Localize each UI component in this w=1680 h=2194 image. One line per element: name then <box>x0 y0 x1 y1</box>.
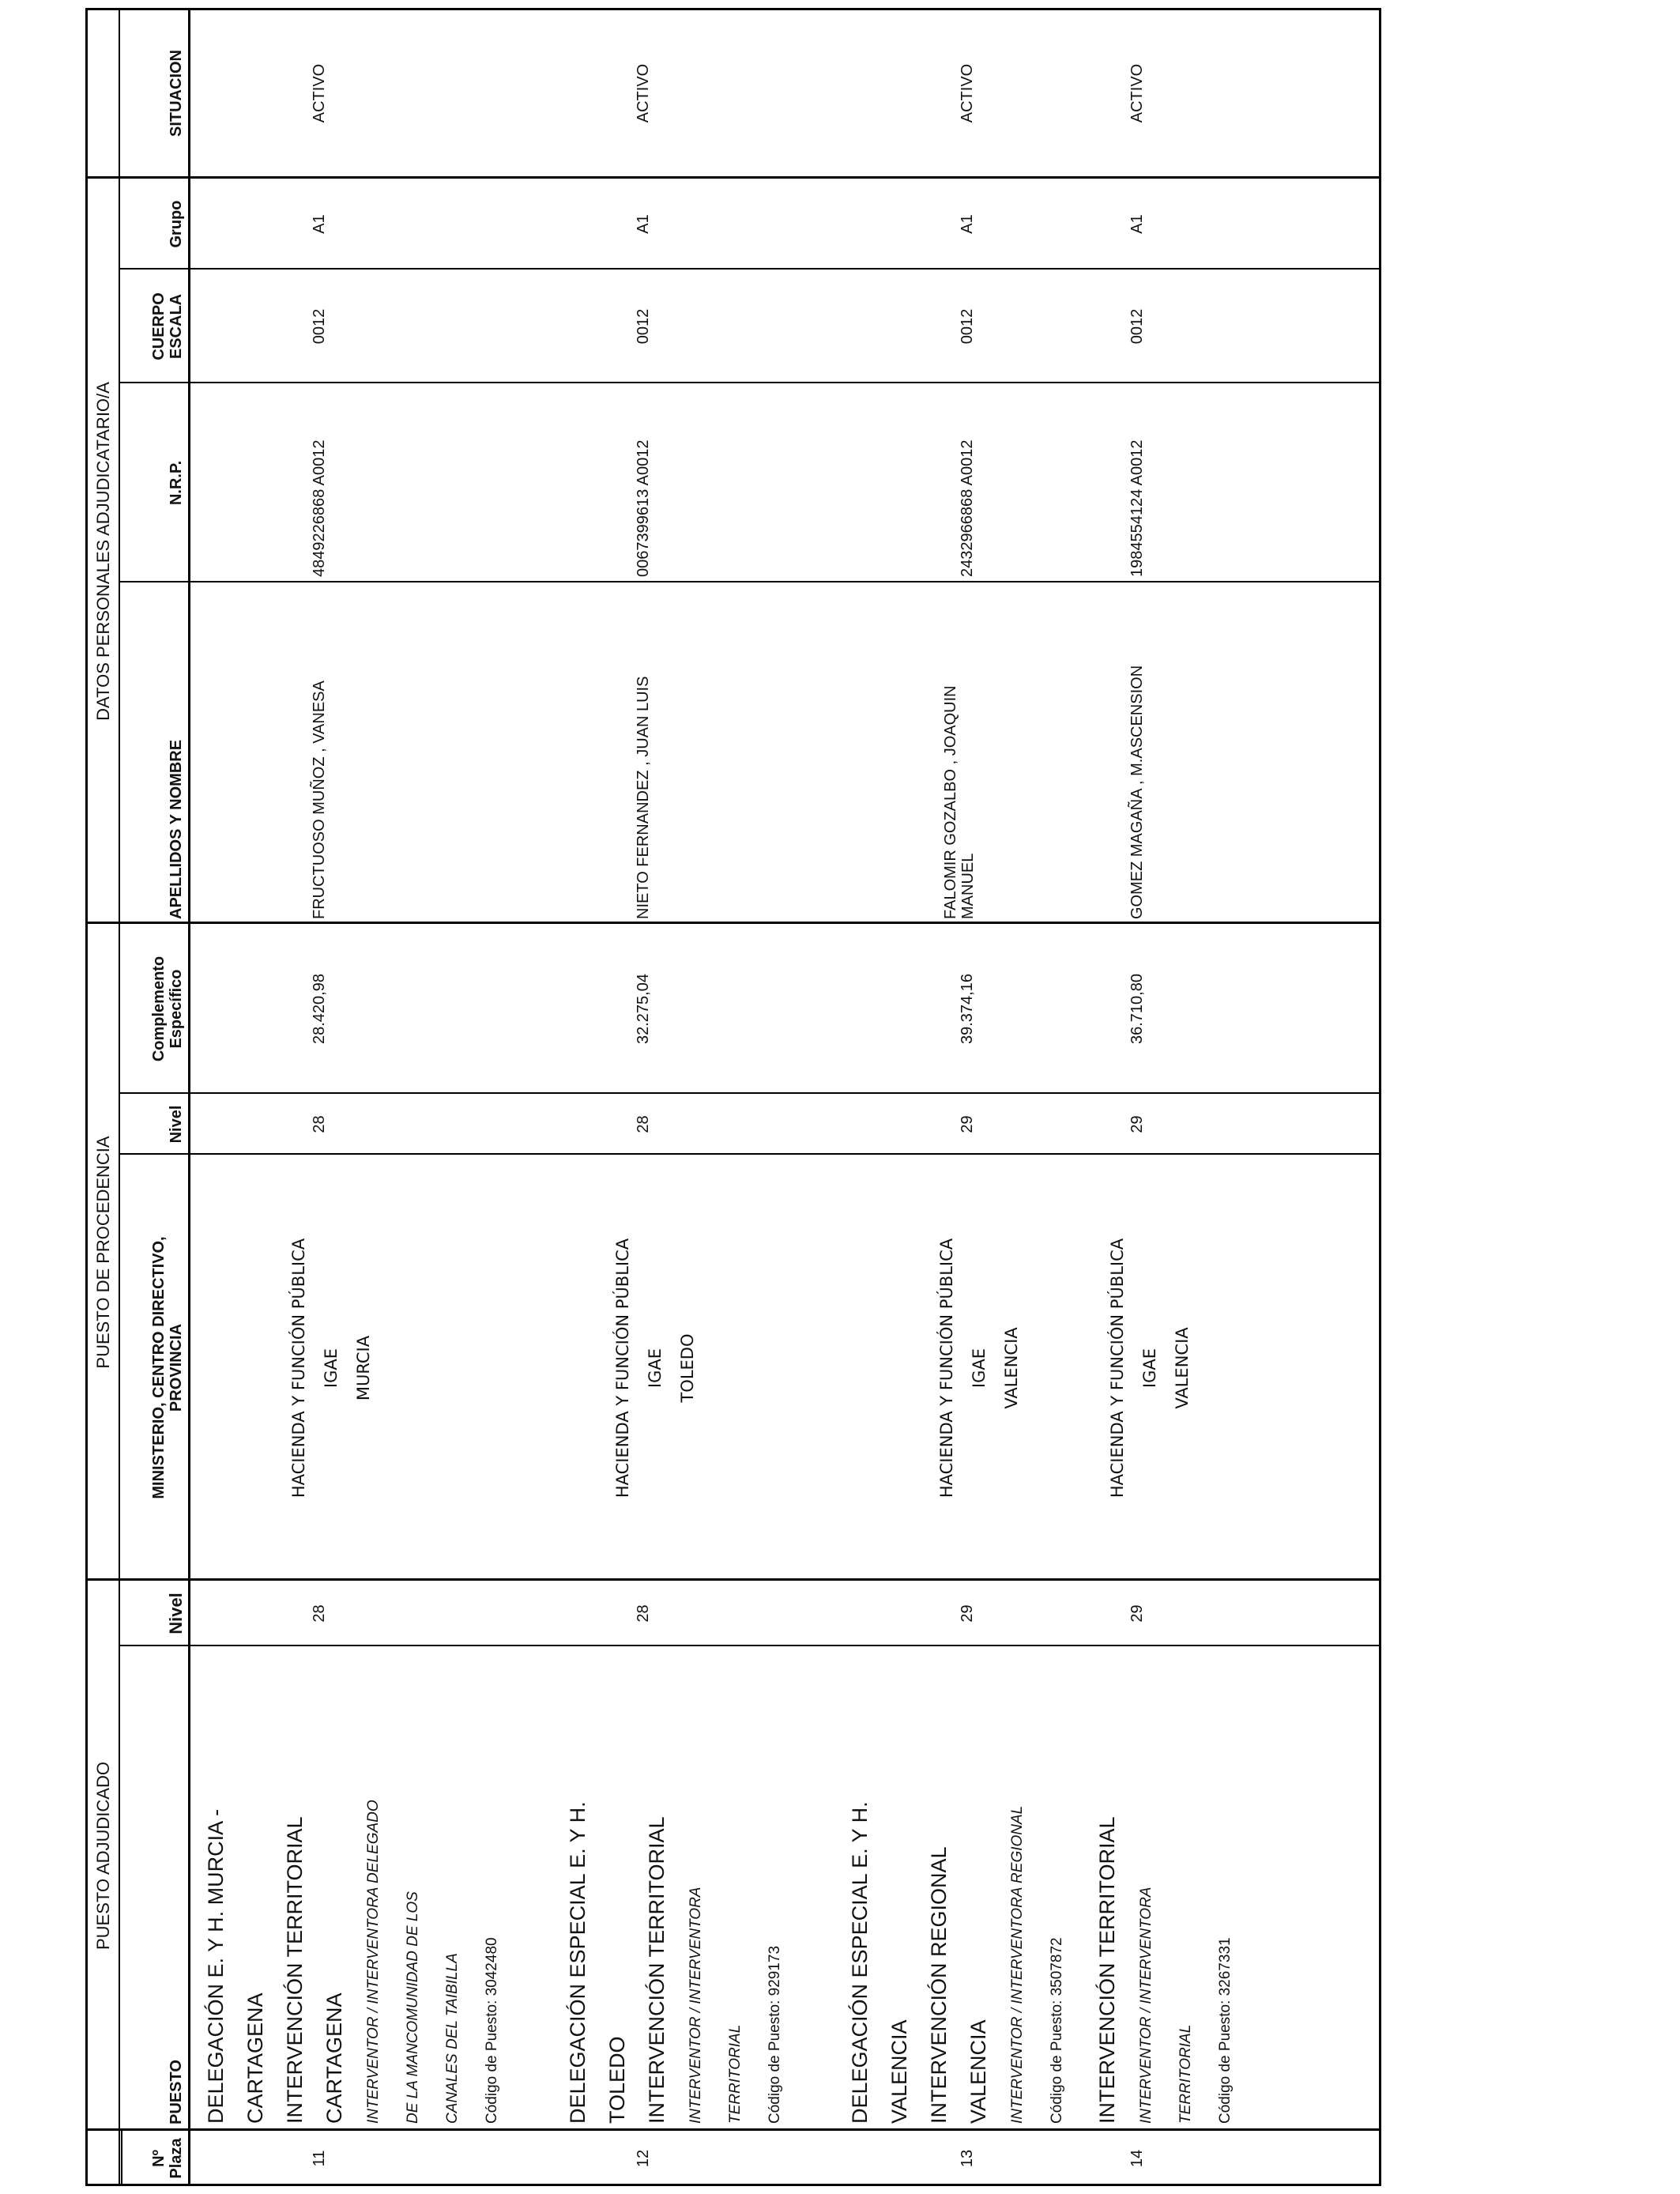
row-12-nivel: 28 <box>635 1604 652 1623</box>
col-sep-grupo <box>85 176 1381 179</box>
row-14-nivel-proc: 29 <box>1128 1115 1146 1133</box>
row-13-cuerpo: 0012 <box>959 308 976 345</box>
row-14-nivel: 29 <box>1128 1604 1146 1623</box>
header-complemento-line2: Específico <box>168 969 185 1049</box>
row-13-nombre <box>942 685 977 919</box>
row-12-puesto-line: INTERVENCIÓN TERRITORIAL <box>645 1816 669 2124</box>
row-13-procedencia <box>931 1202 1028 1534</box>
row-13-complemento: 39.374,16 <box>959 974 976 1044</box>
row-12-nombre <box>635 677 652 919</box>
row-13-puesto-line: VALENCIA <box>966 2019 990 2124</box>
row-13-nombre-line: MANUEL <box>959 853 977 919</box>
row-13-puesto-line: INTERVENCIÓN REGIONAL <box>927 1846 951 2124</box>
row-11-grupo: A1 <box>311 214 328 234</box>
row-11-puesto-line: INTERVENCIÓN TERRITORIAL <box>283 1816 307 2124</box>
row-14-grupo: A1 <box>1128 214 1146 234</box>
row-14-situacion: ACTIVO <box>1128 63 1146 123</box>
col-sep-nivel <box>119 1092 1381 1094</box>
row-13-centro: IGAE <box>970 1348 989 1389</box>
row-11-puesto-line: DELEGACIÓN E. Y H. MURCIA - <box>204 1808 228 2124</box>
row-13-codigo: Código de Puesto: 3507872 <box>1049 1937 1065 2124</box>
column-header-divider <box>188 8 190 2186</box>
document-page <box>85 8 1381 2186</box>
row-11-puesto-line: CARTAGENA <box>322 1992 346 2124</box>
row-11-nrp: 4849226868 A0012 <box>311 439 328 577</box>
row-13-nombre-line: FALOMIR GOZALBO , JOAQUIN <box>942 685 959 919</box>
row-14-puesto-line: INTERVENCIÓN TERRITORIAL <box>1095 1816 1119 2124</box>
header-nrp: N.R.P. <box>168 460 185 506</box>
row-11-nombre <box>311 680 328 919</box>
row-14-nombre <box>1128 665 1146 919</box>
row-14-cargo-line: TERRITORIAL <box>1177 2024 1194 2124</box>
header-nivel: Nivel <box>166 1593 186 1634</box>
row-12-cargo-line: TERRITORIAL <box>727 2024 744 2124</box>
header-ministerio-line1: MINISTERIO, CENTRO DIRECTIVO, <box>150 1236 168 1499</box>
header-plaza-line2: Plaza <box>168 2138 185 2179</box>
row-11-puesto <box>196 1800 512 2124</box>
row-13-nivel-proc: 29 <box>959 1115 976 1133</box>
header-cuerpo-line1: CUERPO <box>150 292 168 360</box>
rotated-table <box>85 8 1381 2186</box>
header-complemento <box>150 924 185 1094</box>
plaza-divider <box>121 2131 122 2186</box>
row-11-puesto-line: CARTAGENA <box>243 1992 267 2124</box>
row-12-plaza: 12 <box>635 2149 652 2168</box>
group-sep-procedencia <box>85 1578 1381 1581</box>
header-ministerio-line2: PROVINCIA <box>168 1323 185 1412</box>
row-14-provincia: VALENCIA <box>1173 1327 1192 1409</box>
row-13-plaza: 13 <box>959 2149 976 2168</box>
header-plaza-line1: Nº <box>150 2150 168 2167</box>
row-14-complemento: 36.710,80 <box>1128 974 1146 1044</box>
row-14-cuerpo: 0012 <box>1128 308 1146 345</box>
col-sep-cuerpo <box>119 268 1381 270</box>
row-12-provincia: TOLEDO <box>678 1333 697 1403</box>
header-puesto-procedencia: PUESTO DE PROCEDENCIA <box>93 1136 113 1369</box>
row-12-codigo: Código de Puesto: 929173 <box>767 1945 783 2124</box>
row-13-puesto-line: DELEGACIÓN ESPECIAL E. Y H. <box>848 1801 872 2124</box>
row-11-cargo-line: CANALES DEL TAIBILLA <box>444 1953 461 2124</box>
group-header-divider <box>119 8 120 2186</box>
row-12-grupo: A1 <box>635 214 652 234</box>
col-sep-puesto <box>119 1645 1381 1646</box>
row-11-nivel-proc: 28 <box>311 1115 328 1133</box>
row-14-ministerio: HACIENDA Y FUNCIÓN PÚBLICA <box>1108 1238 1127 1498</box>
row-12-procedencia <box>607 1202 704 1534</box>
row-11-situacion: ACTIVO <box>311 63 328 123</box>
row-13-nivel: 29 <box>959 1604 976 1623</box>
row-14-nombre-line: GOMEZ MAGAÑA , M.ASCENSION <box>1128 665 1146 919</box>
row-11-complemento: 28.420,98 <box>311 974 328 1044</box>
row-12-ministerio: HACIENDA Y FUNCIÓN PÚBLICA <box>613 1238 632 1498</box>
row-12-nombre-line: NIETO FERNANDEZ , JUAN LUIS <box>635 676 652 919</box>
row-12-centro: IGAE <box>646 1348 665 1389</box>
row-13-grupo: A1 <box>959 214 976 234</box>
row-14-puesto <box>1087 1816 1245 2124</box>
row-13-nrp: 2432966868 A0012 <box>959 439 976 577</box>
row-11-cuerpo: 0012 <box>311 308 328 345</box>
row-13-provincia: VALENCIA <box>1002 1327 1021 1409</box>
row-11-nivel: 28 <box>311 1604 328 1623</box>
row-11-centro: IGAE <box>322 1348 341 1389</box>
col-sep-plaza <box>85 2128 1381 2131</box>
row-12-puesto-line: DELEGACIÓN ESPECIAL E. Y H. <box>566 1801 590 2124</box>
row-13-puesto-line: VALENCIA <box>887 2019 911 2124</box>
row-12-complemento: 32.275,04 <box>635 974 652 1044</box>
header-cuerpo <box>150 270 185 383</box>
row-13-puesto <box>840 1801 1077 2124</box>
header-datos-personales: DATOS PERSONALES ADJUDICATARIO/A <box>93 382 113 721</box>
row-12-nrp: 0067399613 A0012 <box>635 439 652 577</box>
header-plaza <box>150 2131 185 2186</box>
row-11-codigo: Código de Puesto: 3042480 <box>484 1937 500 2124</box>
row-11-procedencia <box>283 1202 380 1534</box>
header-grupo: Grupo <box>168 200 185 248</box>
header-puesto-adjudicado: PUESTO ADJUDICADO <box>93 1762 113 1950</box>
header-cuerpo-line2: ESCALA <box>168 293 185 360</box>
row-11-nombre-line: FRUCTUOSO MUÑOZ , VANESA <box>311 680 328 919</box>
row-12-cuerpo: 0012 <box>635 308 652 345</box>
col-sep-ministerio <box>119 1153 1381 1155</box>
header-apellidos: APELLIDOS Y NOMBRE <box>168 739 185 919</box>
row-14-codigo: Código de Puesto: 3267331 <box>1217 1937 1234 2124</box>
header-puesto: PUESTO <box>168 2060 185 2124</box>
row-11-cargo-line: INTERVENTOR / INTERVENTORA DELEGADO <box>365 1800 382 2124</box>
row-13-situacion: ACTIVO <box>959 63 976 123</box>
row-11-ministerio: HACIENDA Y FUNCIÓN PÚBLICA <box>289 1238 308 1498</box>
row-12-nivel-proc: 28 <box>635 1115 652 1133</box>
header-complemento-line1: Complemento <box>150 956 168 1062</box>
header-ministerio <box>150 1155 185 1581</box>
row-11-cargo-line: DE LA MANCOMUNIDAD DE LOS <box>405 1891 421 2124</box>
col-sep-apellidos <box>119 581 1381 582</box>
row-12-cargo-line: INTERVENTOR / INTERVENTORA <box>687 1887 704 2124</box>
row-12-puesto-line: TOLEDO <box>605 2036 629 2124</box>
row-13-ministerio: HACIENDA Y FUNCIÓN PÚBLICA <box>937 1238 956 1498</box>
row-14-plaza: 14 <box>1128 2149 1146 2168</box>
row-11-provincia: MURCIA <box>354 1335 373 1401</box>
row-13-cargo-line: INTERVENTOR / INTERVENTORA REGIONAL <box>1009 1805 1026 2124</box>
row-14-cargo-line: INTERVENTOR / INTERVENTORA <box>1138 1887 1155 2124</box>
row-11-plaza: 11 <box>311 2150 328 2167</box>
col-sep-nrp <box>119 382 1381 383</box>
row-14-centro: IGAE <box>1140 1348 1159 1389</box>
row-14-nrp: 1984554124 A0012 <box>1128 439 1146 577</box>
row-12-situacion: ACTIVO <box>635 63 652 123</box>
header-situacion: SITUACION <box>168 50 185 137</box>
row-12-puesto <box>558 1801 795 2124</box>
group-sep-datos <box>85 922 1381 924</box>
header-nivel-proc: Nivel <box>168 1105 185 1144</box>
row-14-procedencia <box>1102 1202 1199 1534</box>
